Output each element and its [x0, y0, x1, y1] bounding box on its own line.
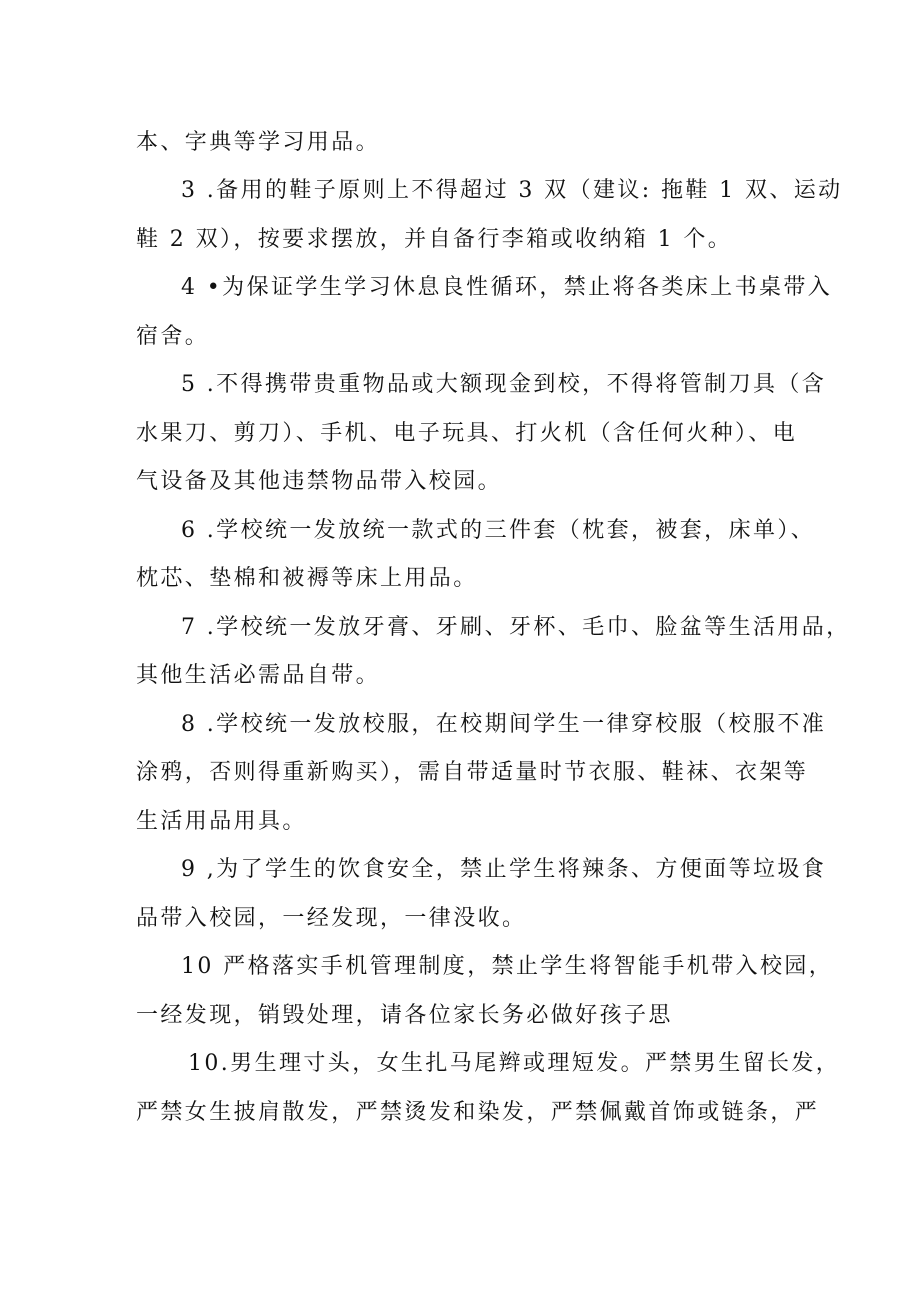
list-item-5-line-1: 5 .不得携带贵重物品或大额现金到校，不得将管制刀具（含 — [181, 372, 827, 397]
list-item-10b-line-1: 10.男生理寸头，女生扎马尾辫或理短发。严禁男生留长发， — [188, 1051, 841, 1076]
list-item-3-line-2: 鞋 2 双），按要求摆放，并自备行李箱或收纳箱 1 个。 — [136, 227, 733, 252]
list-item-9-line-2: 品带入校园，一经发现，一律没收。 — [136, 906, 527, 931]
list-item-8-line-1: 8 .学校统一发放校服，在校期间学生一律穿校服（校服不准 — [181, 712, 827, 737]
list-item-6-line-2: 枕芯、垫棉和被褥等床上用品。 — [136, 566, 478, 591]
list-item-7-line-2: 其他生活必需品自带。 — [136, 663, 381, 688]
text-line: 本、字典等学习用品。 — [136, 130, 381, 155]
list-item-10a-line-1: 10 严格落实手机管理制度，禁止学生将智能手机带入校园， — [181, 954, 834, 979]
list-item-8-line-2: 涂鸦，否则得重新购买），需自带适量时节衣服、鞋袜、衣架等 — [136, 760, 809, 785]
list-item-4-line-1: 4 •为保证学生学习休息良性循环，禁止将各类床上书桌带入 — [181, 275, 833, 300]
list-item-7-line-1: 7 .学校统一发放牙膏、牙刷、牙杯、毛巾、脸盆等生活用品， — [181, 615, 851, 640]
list-item-6-line-1: 6 .学校统一发放统一款式的三件套（枕套，被套，床单）、 — [181, 518, 816, 543]
list-item-4-line-2: 宿舍。 — [136, 324, 210, 349]
list-item-8-line-3: 生活用品用具。 — [136, 809, 307, 834]
list-item-5-line-3: 气设备及其他违禁物品带入校园。 — [136, 469, 503, 494]
list-item-3-line-1: 3 .备用的鞋子原则上不得超过 3 双（建议: 拖鞋 1 双、运动 — [181, 178, 843, 203]
list-item-9-line-1: 9 ,为了学生的饮食安全，禁止学生将辣条、方便面等垃圾食 — [181, 857, 827, 882]
list-item-10a-line-2: 一经发现，销毁处理，请各位家长务必做好孩子思 — [136, 1003, 673, 1028]
list-item-10b-line-2: 严禁女生披肩散发，严禁烫发和染发，严禁佩戴首饰或链条，严 — [136, 1100, 820, 1125]
list-item-5-line-2: 水果刀、剪刀）、手机、电子玩具、打火机（含任何火种）、电 — [136, 421, 798, 446]
